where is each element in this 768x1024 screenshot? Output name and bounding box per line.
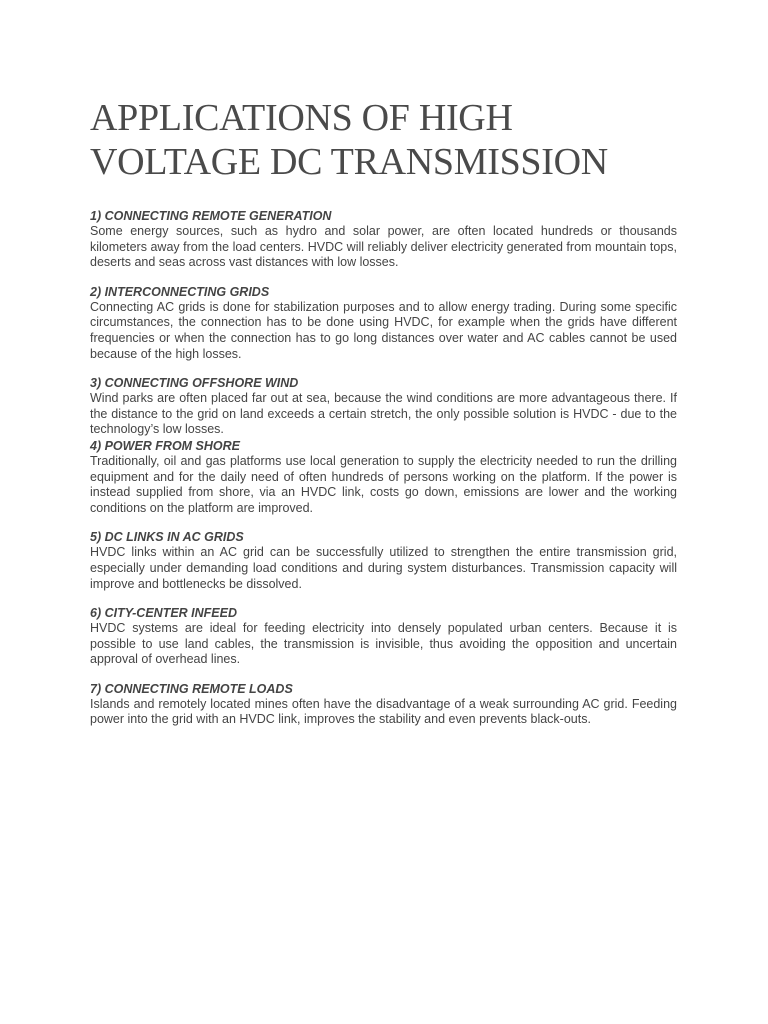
section-power-from-shore — [90, 438, 677, 516]
section-connecting-offshore-wind — [90, 375, 677, 438]
section-body: HVDC links within an AC grid can be successfully utilized to strengthen the entire transmission grid, especially under demanding load conditions and during system disturbances. Transmission capacity will improve and bottlenecks be dissolved. — [90, 545, 677, 591]
section-body: HVDC systems are ideal for feeding electricity into densely populated urban centers. Because it is possible to use land cables, the transmission is invisible, thus avoiding the opposition and uncertain approval of overhead lines. — [90, 621, 677, 667]
section-interconnecting-grids — [90, 284, 677, 362]
section-body: Some energy sources, such as hydro and solar power, are often located hundreds or thousands kilometers away from the load centers. HVDC will reliably deliver electricity generated from mountain tops, deserts and seas across vast distances with low losses. — [90, 224, 677, 270]
section-heading: 5) DC LINKS IN AC GRIDS — [90, 530, 244, 545]
section-heading: 7) CONNECTING REMOTE LOADS — [90, 681, 293, 696]
section-dc-links-in-ac-grids — [90, 529, 677, 592]
section-connecting-remote-loads — [90, 681, 677, 728]
section-heading: 2) INTERCONNECTING GRIDS — [90, 284, 270, 299]
section-body: Connecting AC grids is done for stabilization purposes and to allow energy trading. During some specific circumstances, the connection has to be done using HVDC, for example when the grids have different frequencies or when the connection has to go long distances over water and AC cables cannot be used because of the high losses. — [90, 299, 677, 361]
section-heading: 3) CONNECTING OFFSHORE WIND — [90, 376, 299, 391]
section-body: Traditionally, oil and gas platforms use local generation to supply the electricity needed to run the drilling equipment and for the daily need of often hundreds of persons working on the platform. If the power is instead supplied from shore, via an HVDC link, costs go down, emissions are lower and the working conditions on the platform are improved. — [90, 453, 677, 515]
document-title: APPLICATIONS OF HIGH VOLTAGE DC TRANSMISSION — [90, 97, 608, 183]
section-heading: 1) CONNECTING REMOTE GENERATION — [90, 209, 332, 223]
section-heading: 4) POWER FROM SHORE — [90, 438, 241, 453]
section-body: Wind parks are often placed far out at sea, because the wind conditions are more advantageous there. If the distance to the grid on land exceeds a certain stretch, the only possible solution is HVDC - due to the technology’s low losses. — [90, 391, 677, 437]
document-page — [90, 96, 677, 741]
section-city-center-infeed — [90, 605, 677, 668]
section-connecting-remote-generation — [90, 208, 677, 271]
section-body: Islands and remotely located mines often have the disadvantage of a weak surrounding AC grid. Feeding power into the grid with an HVDC link, improves the stability and even prevents black-outs. — [90, 696, 677, 727]
section-heading: 6) CITY-CENTER INFEED — [90, 606, 237, 621]
